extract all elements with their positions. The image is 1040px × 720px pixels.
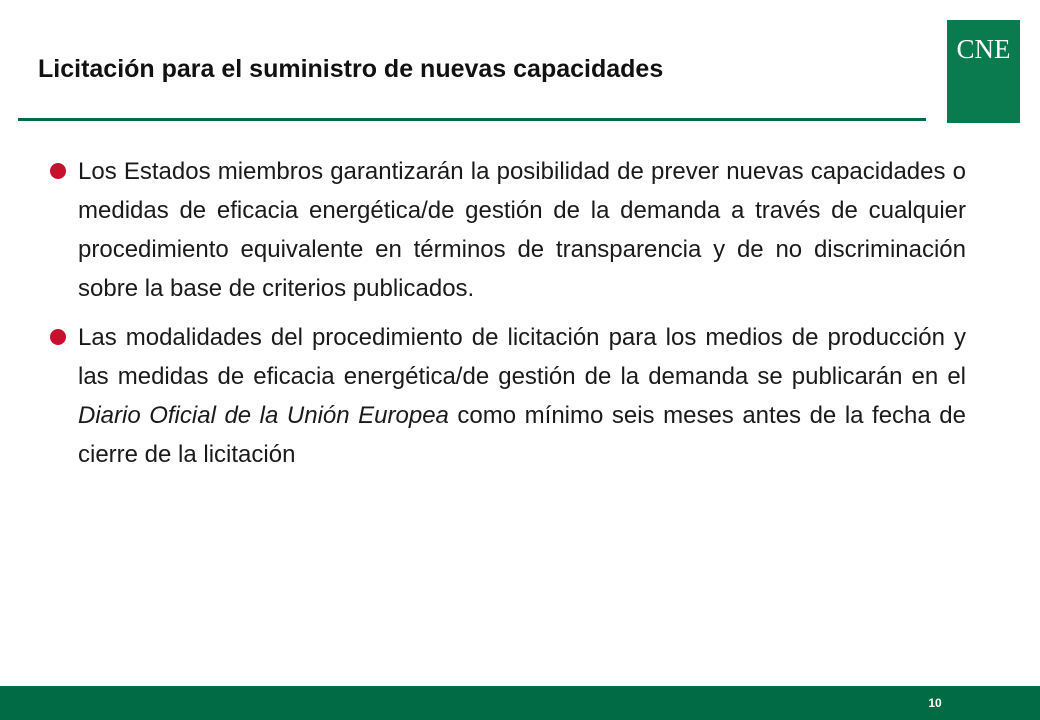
bullet-text [78,158,966,302]
bullet-dot-icon [50,329,66,345]
footer-bar [0,686,1040,720]
bullet-list [48,152,966,484]
bullet-text-segment: Los Estados miembros garantizarán la posibilidad de prever nuevas capacidades o medidas de eficacia energética/de gestión de la demanda a través de cualquier procedimiento equivalente en términos de transparencia y de no discriminación sobre la base de criterios publicados. [78,158,966,302]
bullet-text-italic-segment: Diario Oficial de la Unión Europea [78,402,449,429]
bullet-dot-icon [50,163,66,179]
bullet-text-segment: Las modalidades del procedimiento de licitación para los medios de producción y las medidas de eficacia energética/de gestión de la demanda se publicarán en el [78,324,966,390]
bullet-text [78,324,966,468]
title-divider [18,118,926,121]
logo-text: CNE [956,34,1011,64]
cne-logo [947,20,1020,123]
slide-title: Licitación para el suministro de nuevas capacidades [38,55,664,83]
bullet-text-segment: como mínimo seis meses antes de la fecha de cierre de la licitación [78,402,966,468]
bullet-item [48,152,966,308]
page-number: 10 [928,696,942,710]
bullet-item [48,318,966,474]
